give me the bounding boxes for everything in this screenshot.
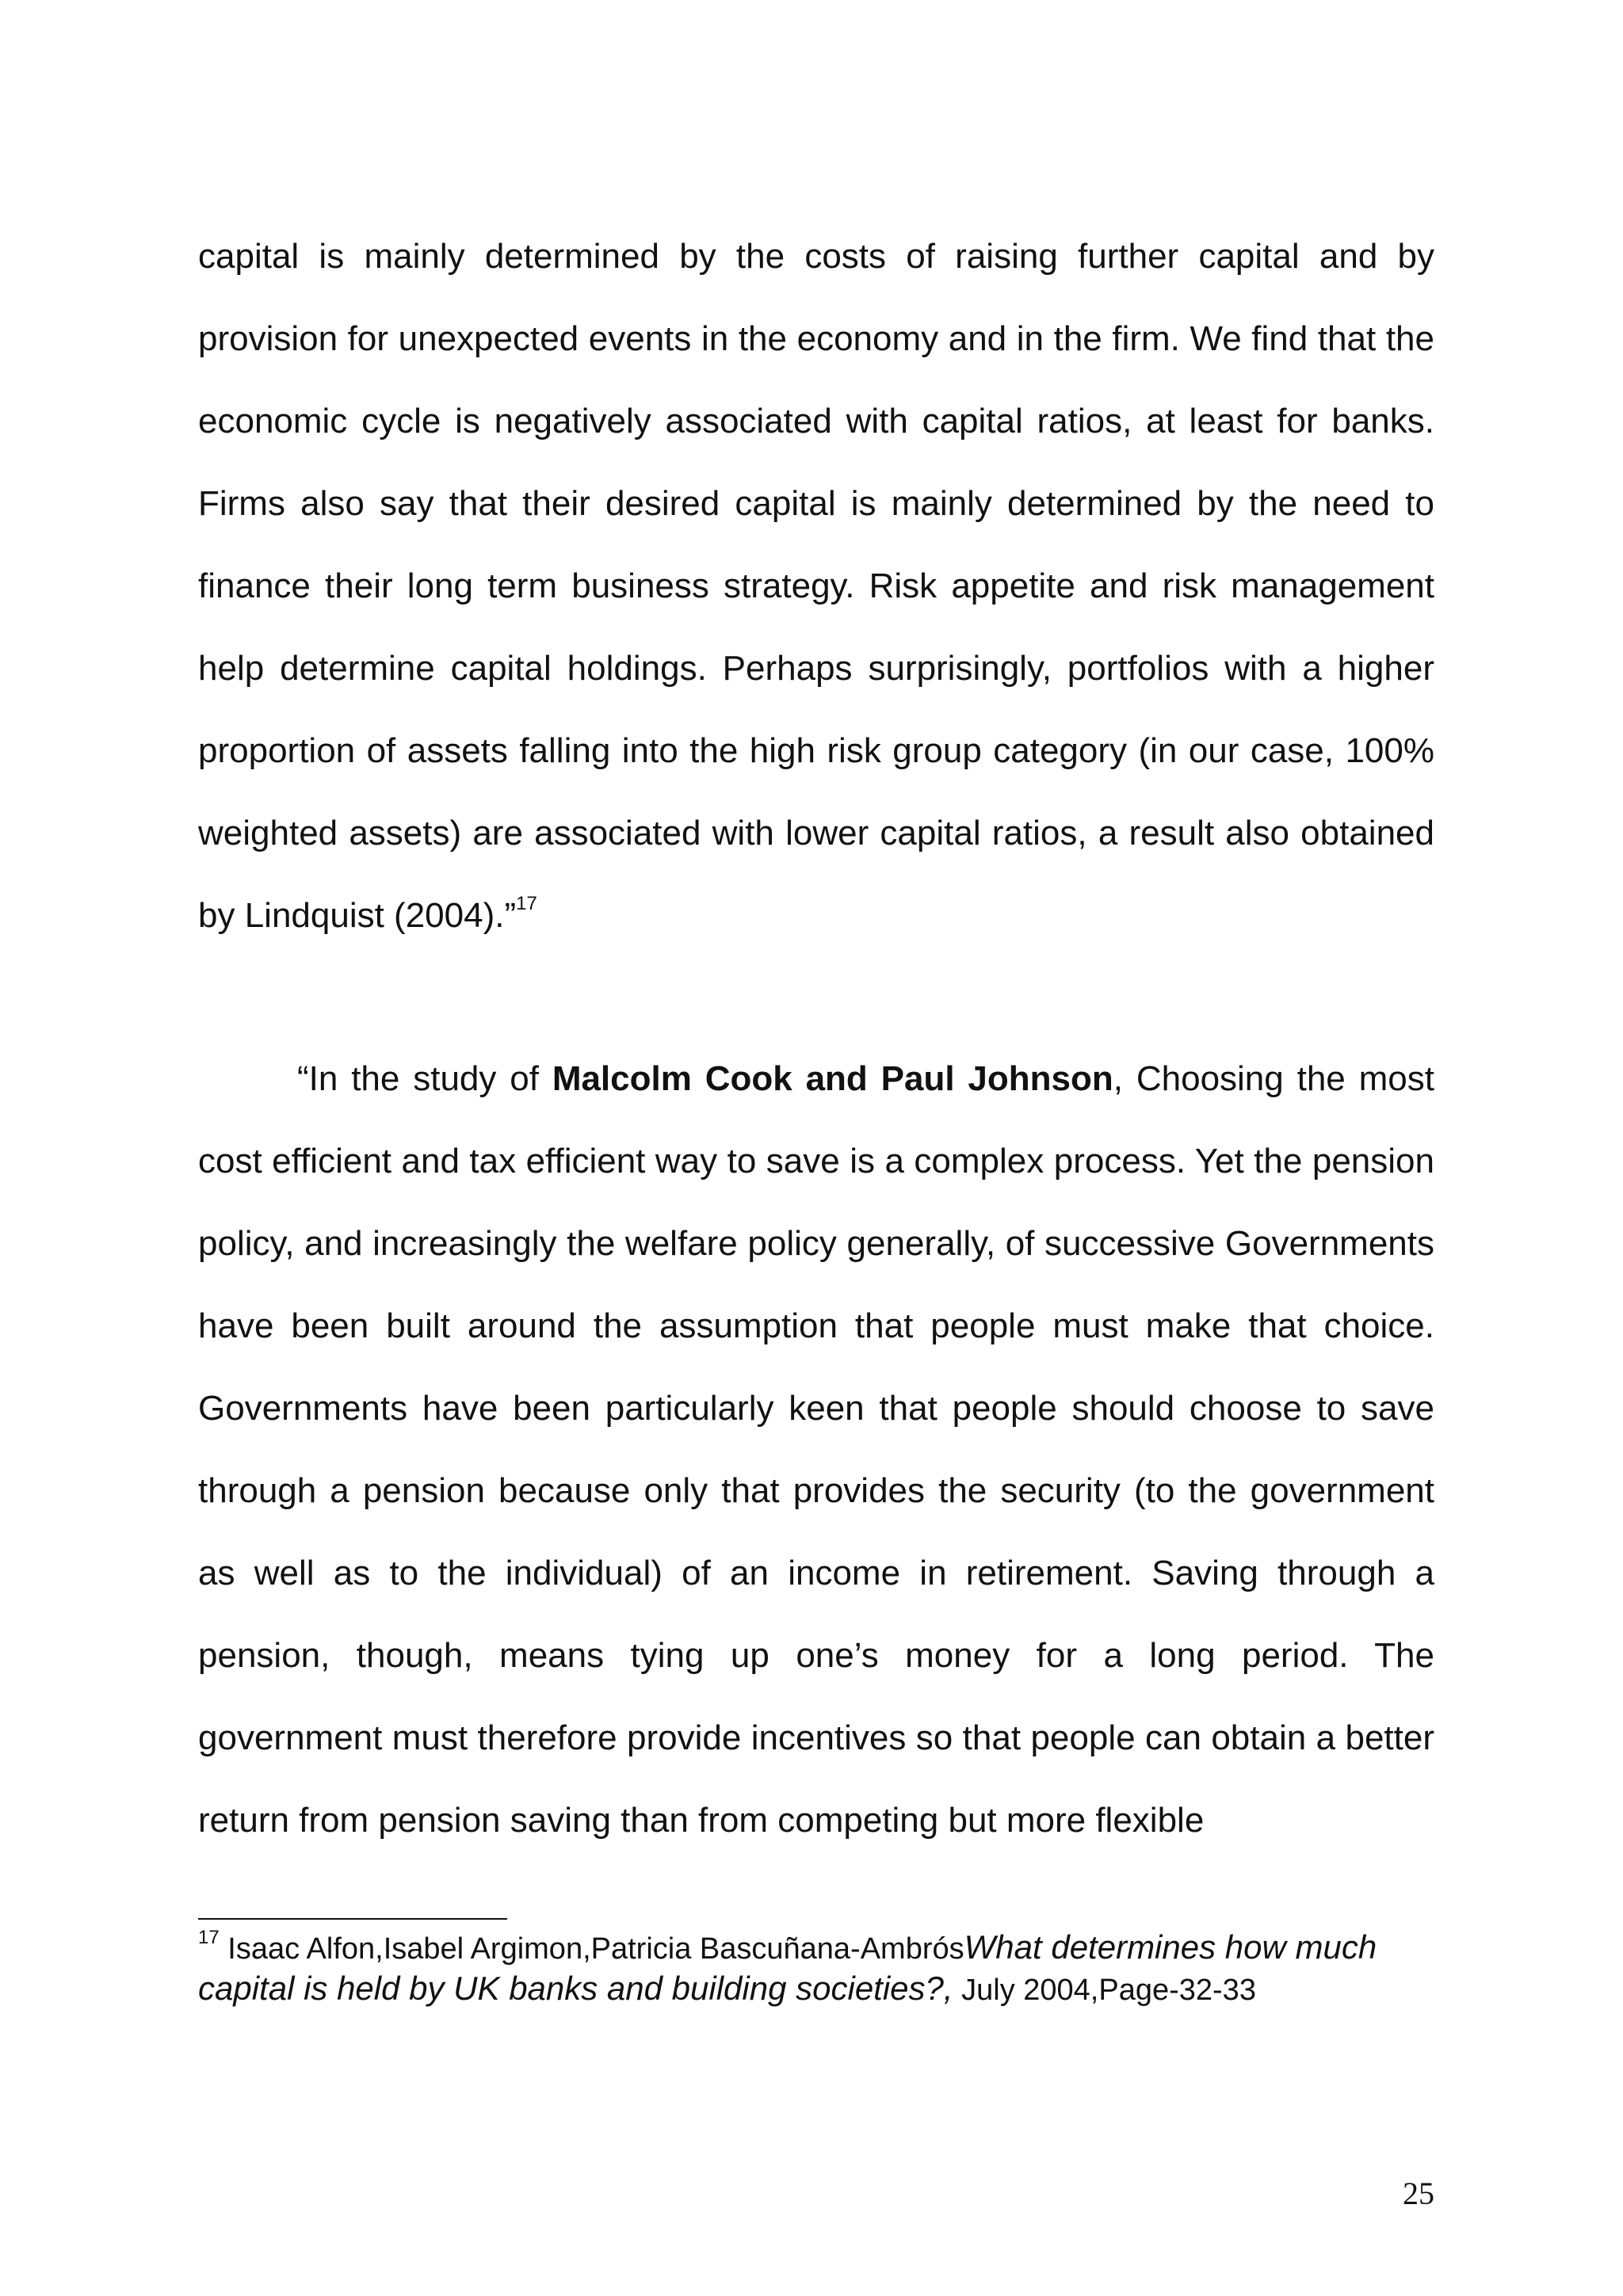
author-names-bold: Malcolm Cook and Paul Johnson xyxy=(552,1059,1113,1098)
footnote-title: What determines how much capital is held by UK banks and building societies?, xyxy=(198,1928,1377,2007)
footnote-separator xyxy=(198,1918,507,1920)
page-number: 25 xyxy=(1403,2176,1434,2211)
footnote-reference-17: 17 xyxy=(516,893,537,915)
body-paragraph-1 xyxy=(198,215,1434,957)
paragraph-1-text: capital is mainly determined by the costs of raising further capital and by provision for unexpected events in the economy and in the firm. We find that the economic cycle is negatively associated with capital ratios, at least for banks. Firms also say that their desired capital is mainly determined by the need to finance their long term business strategy. Risk appetite and risk management help determine capital holdings. Perhaps surprisingly, portfolios with a higher proportion of assets falling into the high risk group category (in our case, 100% weighted assets) are associated with lower capital ratios, a result also obtained by Lindquist (2004).” xyxy=(198,237,1434,935)
footnote-date-pages: July 2004,Page-32-33 xyxy=(953,1974,1256,2007)
paragraph-2-text: , Choosing the most cost efficient and tax efficient way to save is a complex process. Yet the pension policy, and increasingly the welfare policy generally, of successive Governments have been built around the assumption that people must make that choice. Governments have been particularly keen that people should choose to save through a pension because only that provides the security (to the government as well as to the individual) of an income in retirement. Saving through a pension, though, means tying up one’s money for a long period. The government must therefore provide incentives so that people can obtain a better return from pension saving than from competing but more flexible xyxy=(198,1059,1434,1840)
footnote-number: 17 xyxy=(198,1927,220,1948)
paragraph-2-lead: “In the study of xyxy=(297,1059,552,1098)
body-paragraph-2 xyxy=(198,1038,1434,1862)
footnote-authors: Isaac Alfon,Isabel Argimon,Patricia Bascuñana-Ambrós xyxy=(219,1932,964,1966)
footnote-17 xyxy=(198,1928,1450,2010)
